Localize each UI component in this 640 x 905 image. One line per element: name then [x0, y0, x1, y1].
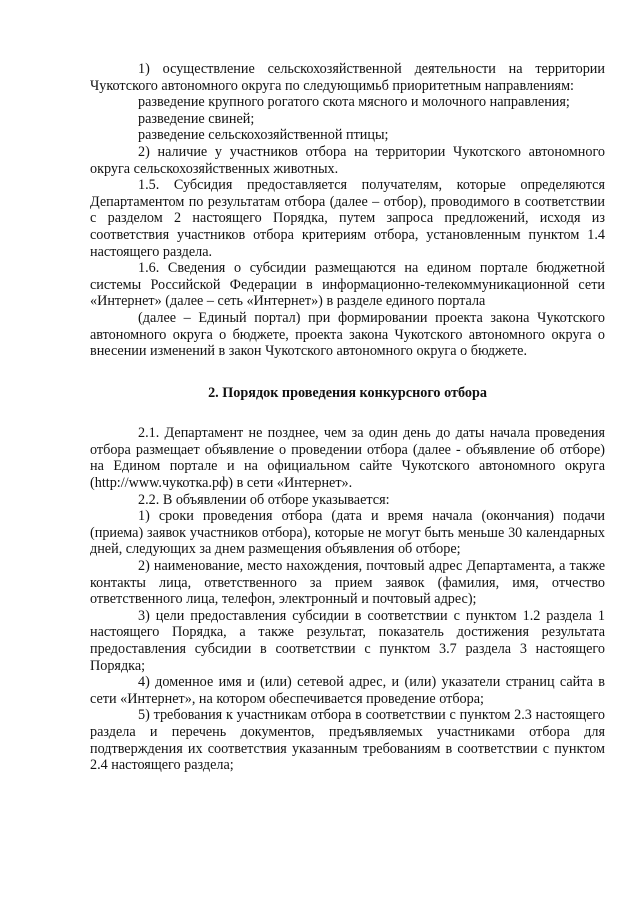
paragraph-2-1: 2.1. Департамент не позднее, чем за один день до даты начала проведения отбора размещает объявление о проведении отбора (далее - объявление об отборе) на Едином портале и на официальном сайте Чукотского автономного округа (http://www.чукотка.рф) в сети «Интернет».	[90, 425, 605, 492]
paragraph-priority-directions: 1) осуществление сельскохозяйственной деятельности на территории Чукотского автономного округа по следующимьб приоритетным направлениям:	[90, 61, 605, 94]
paragraph-1-6-part-a: 1.6. Сведения о субсидии размещаются на едином портале бюджетной системы Российской Федерации в информационно-телекоммуникационной сети «Интернет» (далее – сеть «Интернет») в разделе единого портала	[90, 260, 605, 310]
document-page	[90, 61, 605, 774]
list-item-cattle: разведение крупного рогатого скота мясного и молочного направления;	[138, 94, 570, 111]
list-item-2: 2) наименование, место нахождения, почтовый адрес Департамента, а также контакты лица, ответственного за прием заявок (фамилия, имя, отчество ответственного лица, телефон, электронный и почтовый адрес);	[90, 558, 605, 608]
paragraph-livestock-presence: 2) наличие у участников отбора на территории Чукотского автономного округа сельскохозяйственных животных.	[90, 143, 605, 177]
list-item-5: 5) требования к участникам отбора в соответствии с пунктом 2.3 настоящего раздела и перечень документов, предъявляемых участниками отбора для подтверждения их соответствия указанным требованиям в соответствии с пунктом 2.4 настоящего раздела;	[90, 707, 605, 774]
section-heading: 2. Порядок проведения конкурсного отбора	[208, 384, 487, 401]
list-item-3: 3) цели предоставления субсидии в соответствии с пунктом 1.2 раздела 1 настоящего Порядка, а также результат, показатель достижения результата предоставления субсидии в соответствии с пунктом 3.7 раздела 3 настоящего Порядка;	[90, 607, 605, 674]
list-item-4: 4) доменное имя и (или) сетевой адрес, и (или) указатели страниц сайта в сети «Интернет», на котором обеспечивается проведение отбора;	[90, 674, 605, 707]
paragraph-1-6-part-b: (далее – Единый портал) при формировании проекта закона Чукотского автономного округа о бюджете, проекта закона Чукотского автономного округа о внесении изменений в закон Чукотского автономного округа о бюджете.	[90, 309, 605, 360]
list-item-pigs: разведение свиней;	[138, 110, 255, 127]
paragraph-1-5: 1.5. Субсидия предоставляется получателям, которые определяются Департаментом по результатам отбора (далее – отбор), проводимого в соответствии с разделом 2 настоящего Порядка, путем запроса предложений, исходя из соответствия участников отбора критериям отбора, установленным пунктом 1.4 настоящего раздела.	[90, 177, 605, 260]
paragraph-2-2: 2.2. В объявлении об отборе указывается:	[138, 491, 390, 508]
list-item-poultry: разведение сельскохозяйственной птицы;	[138, 127, 389, 144]
list-item-1: 1) сроки проведения отбора (дата и время начала (окончания) подачи (приема) заявок участников отбора), которые не могут быть меньше 30 календарных дней, следующих за днем размещения объявления об отборе;	[90, 508, 605, 558]
